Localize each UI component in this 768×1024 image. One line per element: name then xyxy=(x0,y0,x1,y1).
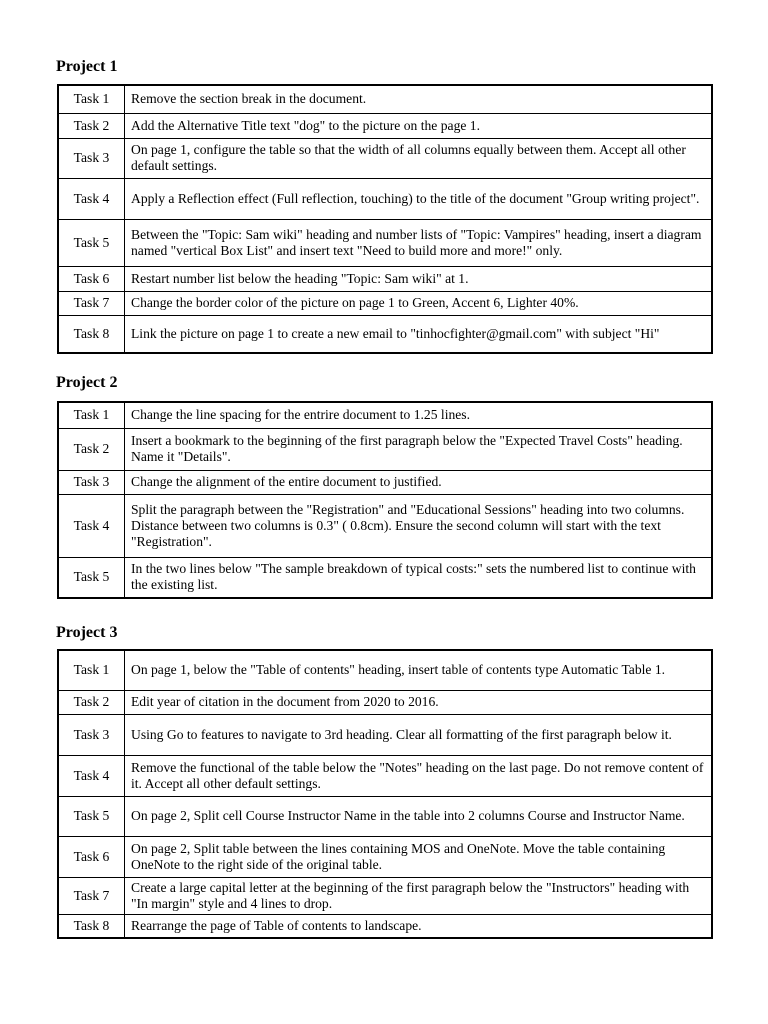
task-description: Rearrange the page of Table of contents to landscape. xyxy=(125,914,713,938)
table-row xyxy=(58,291,712,315)
task-description: On page 2, Split table between the lines containing MOS and OneNote. Move the table containing OneNote to the right side of the original table. xyxy=(125,836,713,877)
table-row xyxy=(58,755,712,796)
table-row xyxy=(58,690,712,714)
task-description: Add the Alternative Title text "dog" to the picture on the page 1. xyxy=(125,113,713,138)
task-description: Edit year of citation in the document from 2020 to 2016. xyxy=(125,690,713,714)
table-row xyxy=(58,219,712,266)
task-description: Split the paragraph between the "Registration" and "Educational Sessions" heading into two columns. Distance between two columns is 0.3" ( 0.8cm). Ensure the second column will start with the text "Registration". xyxy=(125,494,713,557)
table-row xyxy=(58,494,712,557)
task-label: Task 6 xyxy=(58,836,125,877)
table-row xyxy=(58,402,712,428)
task-description: Change the alignment of the entire document to justified. xyxy=(125,470,713,494)
task-description: In the two lines below "The sample breakdown of typical costs:" sets the numbered list to continue with the existing list. xyxy=(125,557,713,598)
project-1-title: Project 1 xyxy=(56,58,118,75)
table-row xyxy=(58,714,712,755)
task-description: On page 1, configure the table so that the width of all columns equally between them. Accept all other default settings. xyxy=(125,138,713,178)
table-row xyxy=(58,914,712,938)
task-label: Task 4 xyxy=(58,755,125,796)
project-1-table xyxy=(57,84,713,354)
task-description: Remove the functional of the table below the "Notes" heading on the last page. Do not remove content of it. Accept all other default settings. xyxy=(125,755,713,796)
task-label: Task 4 xyxy=(58,178,125,219)
task-label: Task 1 xyxy=(58,402,125,428)
task-label: Task 1 xyxy=(58,85,125,113)
task-description: Create a large capital letter at the beginning of the first paragraph below the "Instructors" heading with "In margin" style and 4 lines to drop. xyxy=(125,877,713,914)
project-3-title: Project 3 xyxy=(56,624,118,641)
table-row xyxy=(58,85,712,113)
task-description: Between the "Topic: Sam wiki" heading and number lists of "Topic: Vampires" heading, insert a diagram named "vertical Box List" and insert text "Need to build more and more!" only. xyxy=(125,219,713,266)
task-label: Task 3 xyxy=(58,470,125,494)
task-label: Task 8 xyxy=(58,914,125,938)
task-description: Change the border color of the picture on page 1 to Green, Accent 6, Lighter 40%. xyxy=(125,291,713,315)
project-2-table xyxy=(57,401,713,599)
task-label: Task 5 xyxy=(58,796,125,836)
task-label: Task 7 xyxy=(58,877,125,914)
task-description: Restart number list below the heading "Topic: Sam wiki" at 1. xyxy=(125,266,713,291)
task-label: Task 5 xyxy=(58,557,125,598)
task-description: Change the line spacing for the entrire document to 1.25 lines. xyxy=(125,402,713,428)
task-label: Task 7 xyxy=(58,291,125,315)
task-label: Task 2 xyxy=(58,428,125,470)
task-label: Task 5 xyxy=(58,219,125,266)
task-description: Using Go to features to navigate to 3rd heading. Clear all formatting of the first paragraph below it. xyxy=(125,714,713,755)
table-row xyxy=(58,315,712,353)
task-description: Link the picture on page 1 to create a new email to "tinhocfighter@gmail.com" with subject "Hi" xyxy=(125,315,713,353)
task-description: On page 2, Split cell Course Instructor Name in the table into 2 columns Course and Instructor Name. xyxy=(125,796,713,836)
task-label: Task 4 xyxy=(58,494,125,557)
table-row xyxy=(58,796,712,836)
project-2-title: Project 2 xyxy=(56,374,118,391)
task-label: Task 2 xyxy=(58,113,125,138)
task-label: Task 8 xyxy=(58,315,125,353)
table-row xyxy=(58,877,712,914)
table-row xyxy=(58,470,712,494)
task-label: Task 1 xyxy=(58,650,125,690)
table-row xyxy=(58,428,712,470)
task-label: Task 2 xyxy=(58,690,125,714)
table-row xyxy=(58,836,712,877)
task-label: Task 3 xyxy=(58,138,125,178)
task-description: Insert a bookmark to the beginning of the first paragraph below the "Expected Travel Costs" heading. Name it "Details". xyxy=(125,428,713,470)
table-row xyxy=(58,113,712,138)
table-row xyxy=(58,650,712,690)
table-row xyxy=(58,266,712,291)
table-row xyxy=(58,138,712,178)
task-description: Apply a Reflection effect (Full reflection, touching) to the title of the document "Group writing project". xyxy=(125,178,713,219)
table-row xyxy=(58,557,712,598)
task-label: Task 6 xyxy=(58,266,125,291)
task-description: Remove the section break in the document. xyxy=(125,85,713,113)
project-3-table xyxy=(57,649,713,939)
table-row xyxy=(58,178,712,219)
task-description: On page 1, below the "Table of contents" heading, insert table of contents type Automatic Table 1. xyxy=(125,650,713,690)
task-label: Task 3 xyxy=(58,714,125,755)
